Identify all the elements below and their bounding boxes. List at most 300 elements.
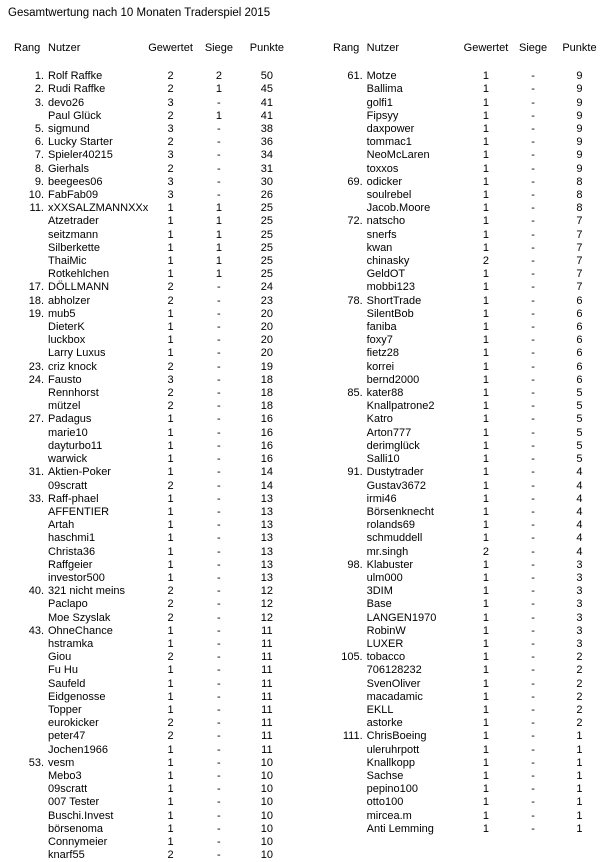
rank-cell: [14, 215, 44, 228]
gewertet-cell: 1: [482, 96, 490, 109]
punkte-cell: 9: [576, 123, 583, 136]
rank-cell: 19.: [28, 307, 44, 320]
gewertet-cell: 1: [167, 453, 174, 466]
gewertet-cell: 1: [167, 241, 174, 254]
gewertet-cell: 1: [167, 466, 174, 479]
rank-cell: 72.: [347, 215, 363, 228]
gewertet-cell: 1: [167, 347, 174, 360]
punkte-cell: 14: [260, 466, 274, 479]
siege-cell: -: [531, 703, 535, 716]
gewertet-cell: 2: [167, 109, 174, 122]
gewertet-cell: 1: [482, 162, 490, 175]
user-cell: SvenOliver: [366, 677, 421, 690]
punkte-cell: 13: [260, 519, 274, 532]
rank-cell: [14, 651, 44, 664]
table-row: [333, 136, 601, 149]
gewertet-cell: 1: [167, 505, 174, 518]
user-cell: Rudi Raffke: [48, 83, 106, 96]
table-row: [14, 678, 289, 691]
user-cell: 706128232: [366, 664, 422, 677]
gewertet-cell: 1: [482, 822, 490, 835]
user-cell: korrei: [366, 360, 395, 373]
user-cell: tommac1: [366, 136, 412, 149]
siege-cell: -: [531, 677, 535, 690]
user-cell: abholzer: [48, 294, 91, 307]
gewertet-cell: 1: [482, 571, 490, 584]
user-cell: Raffgeier: [48, 558, 93, 571]
table-row: [333, 149, 601, 162]
siege-cell: -: [531, 294, 535, 307]
punkte-cell: 23: [260, 294, 274, 307]
siege-cell: -: [531, 215, 535, 228]
rank-cell: [333, 308, 363, 321]
rank-cell: [333, 823, 363, 836]
rank-cell: 40.: [28, 585, 44, 598]
table-row: [333, 163, 601, 176]
siege-cell: -: [217, 849, 221, 862]
user-cell: peter47: [48, 730, 86, 743]
siege-cell: -: [217, 545, 221, 558]
punkte-cell: 25: [260, 215, 274, 228]
gewertet-cell: 2: [167, 281, 174, 294]
punkte-cell: 1: [576, 809, 583, 822]
user-cell: Katro: [366, 413, 393, 426]
user-cell: RobinW: [366, 624, 406, 637]
gewertet-cell: 1: [167, 677, 174, 690]
gewertet-cell: 1: [167, 743, 174, 756]
rank-cell: [14, 823, 44, 836]
table-row: [14, 347, 289, 360]
rank-cell: [14, 347, 44, 360]
siege-cell: -: [217, 756, 221, 769]
punkte-cell: 10: [260, 783, 274, 796]
rank-cell: [333, 374, 363, 387]
user-cell: Eidgenosse: [48, 690, 106, 703]
user-cell: Rolf Raffke: [48, 70, 103, 83]
gewertet-cell: 1: [167, 532, 174, 545]
rank-cell: 78.: [347, 294, 363, 307]
siege-cell: -: [531, 202, 535, 215]
user-cell: NeoMcLaren: [366, 149, 430, 162]
punkte-cell: 10: [260, 809, 274, 822]
rank-cell: [333, 334, 363, 347]
table-row: [14, 625, 289, 638]
user-cell: LANGEN1970: [366, 611, 437, 624]
siege-cell: -: [217, 387, 221, 400]
siege-cell: -: [217, 743, 221, 756]
gewertet-cell: 2: [167, 387, 174, 400]
user-cell: 09scratt: [48, 479, 88, 492]
rank-cell: [14, 559, 44, 572]
table-row: [14, 730, 289, 743]
punkte-cell: 6: [576, 334, 583, 347]
user-cell: otto100: [366, 796, 404, 809]
siege-cell: -: [531, 162, 535, 175]
siege-cell: -: [531, 466, 535, 479]
table-row: [14, 361, 289, 374]
rank-cell: [14, 836, 44, 849]
siege-cell: -: [531, 585, 535, 598]
gewertet-cell: 1: [482, 294, 490, 307]
siege-cell: -: [217, 783, 221, 796]
gewertet-cell: 1: [482, 585, 490, 598]
table-row: [333, 744, 601, 757]
gewertet-cell: 3: [167, 175, 174, 188]
siege-cell: -: [217, 439, 221, 452]
user-cell: sigmund: [48, 123, 90, 136]
gewertet-cell: 1: [482, 426, 490, 439]
rank-cell: [333, 255, 363, 268]
gewertet-cell: 2: [482, 545, 490, 558]
table-row: [14, 598, 289, 611]
user-cell: investor500: [48, 571, 105, 584]
punkte-cell: 25: [260, 202, 274, 215]
rank-cell: 111.: [342, 730, 363, 743]
gewertet-cell: 1: [167, 624, 174, 637]
rank-cell: [333, 691, 363, 704]
user-cell: Börsenknecht: [366, 505, 434, 518]
user-cell: Klabuster: [366, 558, 414, 571]
siege-cell: -: [531, 96, 535, 109]
punkte-cell: 5: [576, 387, 583, 400]
punkte-cell: 12: [260, 585, 274, 598]
gewertet-cell: 1: [167, 783, 174, 796]
table-row: [333, 70, 601, 83]
punkte-cell: 11: [261, 637, 273, 650]
gewertet-cell: 2: [167, 360, 174, 373]
rank-cell: [333, 664, 363, 677]
table-row: [14, 717, 289, 730]
table-row: [14, 321, 289, 334]
user-cell: Mebo3: [48, 769, 82, 782]
gewertet-cell: 2: [167, 611, 174, 624]
siege-cell: -: [531, 347, 535, 360]
rank-cell: 17.: [28, 281, 44, 294]
user-cell: Saufeld: [48, 677, 86, 690]
rank-cell: [333, 796, 363, 809]
rank-cell: 33.: [28, 492, 44, 505]
siege-cell: -: [531, 83, 535, 96]
user-cell: Motze: [366, 70, 397, 83]
table-row: [333, 268, 601, 281]
user-cell: astorke: [366, 717, 403, 730]
gewertet-cell: 1: [167, 202, 174, 215]
gewertet-cell: 1: [482, 505, 490, 518]
user-cell: odicker: [366, 175, 403, 188]
gewertet-cell: 1: [482, 175, 490, 188]
siege-cell: -: [531, 756, 535, 769]
punkte-cell: 34: [260, 149, 274, 162]
gewertet-cell: 1: [482, 783, 490, 796]
gewertet-cell: 1: [482, 70, 490, 83]
user-cell: Dustytrader: [366, 466, 424, 479]
gewertet-cell: 1: [167, 413, 174, 426]
siege-cell: -: [531, 505, 535, 518]
rank-cell: 91.: [347, 466, 363, 479]
rank-cell: [333, 770, 363, 783]
siege-cell: -: [531, 373, 535, 386]
punkte-cell: 8: [576, 202, 583, 215]
punkte-cell: 19: [260, 360, 274, 373]
gewertet-cell: 1: [482, 651, 490, 664]
table-row: [14, 427, 289, 440]
siege-cell: -: [531, 769, 535, 782]
punkte-cell: 2: [576, 690, 583, 703]
user-cell: OhneChance: [48, 624, 113, 637]
punkte-cell: 20: [260, 321, 274, 334]
rank-cell: 7.: [34, 149, 44, 162]
rank-cell: [14, 744, 44, 757]
table-row: [333, 770, 601, 783]
siege-cell: -: [531, 149, 535, 162]
punkte-cell: 10: [260, 849, 274, 862]
user-cell: Moe Szyslak: [48, 611, 111, 624]
user-cell: Giou: [48, 651, 72, 664]
siege-cell: -: [531, 545, 535, 558]
siege-cell: -: [217, 796, 221, 809]
table-row: [333, 638, 601, 651]
rank-cell: [14, 400, 44, 413]
rank-cell: [14, 506, 44, 519]
table-row: [333, 598, 601, 611]
table-row: [14, 651, 289, 664]
punkte-cell: 14: [260, 479, 274, 492]
table-row: [333, 783, 601, 796]
siege-cell: -: [531, 743, 535, 756]
gewertet-cell: 1: [482, 189, 490, 202]
table-row: [14, 638, 289, 651]
user-cell: ulm000: [366, 571, 403, 584]
siege-cell: -: [217, 426, 221, 439]
siege-cell: -: [217, 730, 221, 743]
table-row: [333, 281, 601, 294]
siege-cell: -: [531, 136, 535, 149]
table-row: [333, 427, 601, 440]
table-row: [14, 176, 289, 189]
user-cell: Ballima: [366, 83, 403, 96]
col-header-rang: Rang: [14, 42, 41, 54]
rank-cell: 31.: [28, 466, 44, 479]
user-cell: 3DIM: [366, 585, 393, 598]
table-row: [333, 83, 601, 96]
table-row: [333, 440, 601, 453]
user-cell: toxxos: [366, 162, 399, 175]
user-cell: mircea.m: [366, 809, 412, 822]
table-row: [14, 691, 289, 704]
gewertet-cell: 1: [482, 347, 490, 360]
table-row: [14, 281, 289, 294]
punkte-cell: 4: [576, 519, 583, 532]
user-cell: Raff-phael: [48, 492, 99, 505]
gewertet-cell: 1: [167, 307, 174, 320]
table-row: [333, 321, 601, 334]
table-row: [14, 559, 289, 572]
siege-cell: 1: [215, 215, 222, 228]
gewertet-cell: 1: [482, 439, 490, 452]
table-row: [333, 413, 601, 426]
siege-cell: -: [217, 769, 221, 782]
table-row: [333, 242, 601, 255]
siege-cell: -: [531, 571, 535, 584]
siege-cell: -: [531, 241, 535, 254]
col-header-rang: Rang: [333, 42, 360, 54]
punkte-cell: 1: [576, 769, 583, 782]
siege-cell: -: [531, 360, 535, 373]
gewertet-cell: 1: [167, 835, 174, 848]
gewertet-cell: 1: [167, 769, 174, 782]
gewertet-cell: 1: [167, 690, 174, 703]
table-row: [14, 585, 289, 598]
rank-cell: [14, 730, 44, 743]
ranking-table-right: [333, 42, 601, 836]
table-row: [14, 189, 289, 202]
siege-cell: -: [531, 611, 535, 624]
gewertet-cell: 1: [482, 413, 490, 426]
siege-cell: -: [217, 571, 221, 584]
punkte-cell: 30: [260, 175, 274, 188]
table-row: [14, 255, 289, 268]
gewertet-cell: 1: [167, 822, 174, 835]
rank-cell: [14, 532, 44, 545]
user-cell: natscho: [366, 215, 406, 228]
siege-cell: -: [531, 400, 535, 413]
siege-cell: -: [217, 690, 221, 703]
siege-cell: -: [531, 413, 535, 426]
siege-cell: -: [217, 598, 221, 611]
siege-cell: -: [217, 822, 221, 835]
punkte-cell: 20: [260, 307, 274, 320]
punkte-cell: 2: [576, 703, 583, 716]
siege-cell: 1: [215, 109, 222, 122]
siege-cell: 1: [215, 83, 222, 96]
punkte-cell: 9: [576, 149, 583, 162]
punkte-cell: 3: [576, 558, 583, 571]
table-row: [14, 704, 289, 717]
siege-cell: -: [531, 281, 535, 294]
rank-cell: [14, 480, 44, 493]
user-cell: kwan: [366, 241, 393, 254]
punkte-cell: 20: [260, 347, 274, 360]
gewertet-cell: 1: [482, 809, 490, 822]
gewertet-cell: 1: [167, 492, 174, 505]
siege-cell: -: [531, 690, 535, 703]
user-cell: seitzmann: [48, 228, 99, 241]
rank-cell: [333, 110, 363, 123]
table-row: [14, 97, 289, 110]
punkte-cell: 25: [260, 228, 274, 241]
punkte-cell: 6: [576, 347, 583, 360]
gewertet-cell: 1: [167, 571, 174, 584]
rank-cell: [333, 519, 363, 532]
gewertet-cell: 1: [167, 545, 174, 558]
table-row: [333, 255, 601, 268]
user-cell: eurokicker: [48, 717, 99, 730]
gewertet-cell: 1: [482, 360, 490, 373]
punkte-cell: 13: [260, 505, 274, 518]
rank-cell: [333, 704, 363, 717]
table-row: [333, 559, 601, 572]
punkte-cell: 3: [576, 585, 583, 598]
punkte-cell: 5: [576, 413, 583, 426]
punkte-cell: 5: [576, 439, 583, 452]
rank-cell: [333, 189, 363, 202]
table-row: [333, 546, 601, 559]
table-row: [333, 361, 601, 374]
punkte-cell: 3: [576, 598, 583, 611]
table-row: [333, 651, 601, 664]
siege-cell: -: [531, 492, 535, 505]
user-cell: rolands69: [366, 519, 415, 532]
punkte-cell: 7: [576, 241, 583, 254]
rank-cell: [333, 783, 363, 796]
siege-cell: -: [531, 624, 535, 637]
gewertet-cell: 2: [167, 83, 174, 96]
gewertet-cell: 1: [167, 268, 174, 281]
siege-cell: -: [217, 347, 221, 360]
table-row: [14, 387, 289, 400]
rank-cell: 8.: [34, 162, 44, 175]
rank-cell: [14, 796, 44, 809]
table-row: [14, 519, 289, 532]
user-cell: Larry Luxus: [48, 347, 106, 360]
punkte-cell: 11: [261, 730, 273, 743]
table-row: [14, 836, 289, 849]
table-row: [14, 612, 289, 625]
punkte-cell: 4: [576, 466, 583, 479]
user-cell: bernd2000: [366, 373, 420, 386]
col-header-gewertet: Gewertet: [148, 42, 193, 54]
user-cell: börsenoma: [48, 822, 104, 835]
gewertet-cell: 1: [482, 532, 490, 545]
col-header-punkte: Punkte: [562, 42, 597, 54]
rank-cell: 9.: [34, 175, 44, 188]
siege-cell: -: [217, 413, 221, 426]
punkte-cell: 7: [576, 268, 583, 281]
rank-cell: [333, 493, 363, 506]
user-cell: pepino100: [366, 783, 419, 796]
user-cell: kater88: [366, 387, 404, 400]
rank-cell: [333, 810, 363, 823]
siege-cell: -: [217, 360, 221, 373]
siege-cell: -: [217, 637, 221, 650]
siege-cell: -: [531, 717, 535, 730]
user-cell: criz knock: [48, 360, 97, 373]
siege-cell: -: [531, 109, 535, 122]
gewertet-cell: 1: [482, 756, 490, 769]
gewertet-cell: 2: [167, 717, 174, 730]
punkte-cell: 25: [260, 268, 274, 281]
col-header-siege: Siege: [204, 42, 233, 54]
user-cell: LUXER: [366, 637, 404, 650]
user-cell: FabFab09: [48, 189, 99, 202]
rank-cell: [333, 585, 363, 598]
rank-cell: [333, 413, 363, 426]
page-title: Gesamtwertung nach 10 Monaten Traderspiel 2015: [8, 7, 271, 19]
table-row: [333, 229, 601, 242]
gewertet-cell: 1: [167, 334, 174, 347]
gewertet-cell: 1: [482, 387, 490, 400]
user-cell: irmi46: [366, 492, 397, 505]
table-row: [14, 849, 289, 862]
user-cell: 321 nicht meins: [48, 585, 126, 598]
table-row: [333, 466, 601, 479]
punkte-cell: 9: [576, 162, 583, 175]
table-row: [333, 519, 601, 532]
table-row: [14, 664, 289, 677]
rank-cell: [14, 810, 44, 823]
siege-cell: -: [217, 149, 221, 162]
gewertet-cell: 1: [482, 136, 490, 149]
